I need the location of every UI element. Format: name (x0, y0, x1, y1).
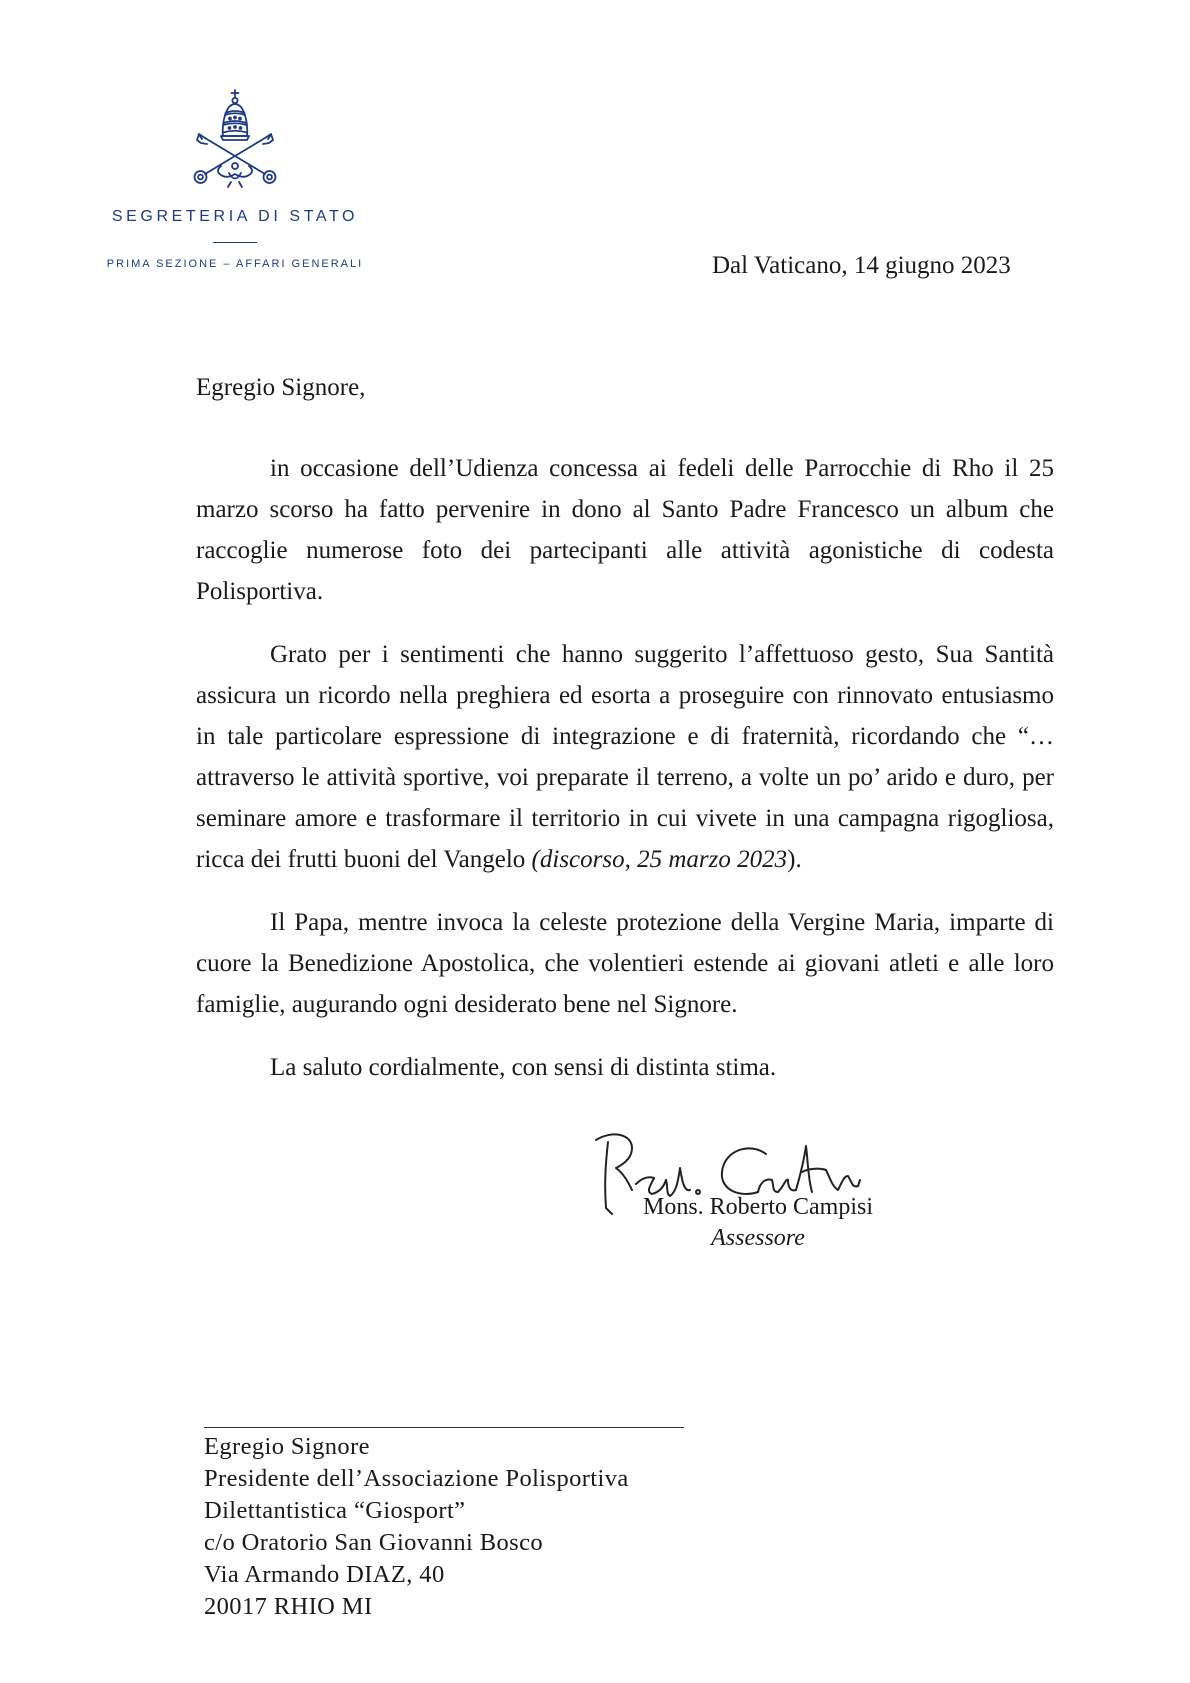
paragraph-2-end: ). (787, 846, 802, 873)
address-line: c/o Oratorio San Giovanni Bosco (204, 1529, 544, 1556)
letter-body (196, 448, 1054, 1110)
closing-line: La saluto cordialmente, con sensi di distinta stima. (270, 1054, 777, 1081)
address-line: Dilettantistica “Giosport” (204, 1497, 466, 1524)
recipient-address (204, 1431, 629, 1623)
office-name: SEGRETERIA DI STATO (111, 208, 359, 225)
signer-block (628, 1192, 888, 1254)
letterhead (60, 88, 410, 270)
paragraph-2-citation: (discorso, 25 marzo 2023 (531, 846, 788, 873)
address-line: 20017 RHIO MI (204, 1593, 373, 1620)
paragraph-1: in occasione dell’Udienza concessa ai fedeli delle Parrocchie di Rho il 25 marzo scorso ha fatto pervenire in dono al Santo Padre Francesco un album che raccoglie numerose foto dei partecipanti alle attività agonistiche di codesta Polisportiva. (196, 455, 1054, 605)
address-divider (204, 1427, 684, 1428)
paragraph-2 (196, 634, 1054, 880)
signer-name: Mons. Roberto Campisi (642, 1194, 873, 1220)
paragraph-2-text: Grato per i sentimenti che hanno suggerito l’affettuoso gesto, Sua Santità assicura un ricordo nella preghiera ed esorta a proseguire con rinnovato entusiasmo in tale particolare espressione di integrazione e di fraternità, ricordando che “…attraverso le attività sportive, voi preparate il terreno, a volte un po’ arido e duro, per seminare amore e trasformare il territorio in cui vivete in una campagna rigogliosa, ricca dei frutti buoni del Vangelo (196, 641, 1054, 873)
paragraph-3: Il Papa, mentre invoca la celeste protezione della Vergine Maria, imparte di cuore la Benedizione Apostolica, che volentieri estende ai giovani atleti e alle loro famiglie, augurando ogni desiderato bene nel Signore. (196, 909, 1054, 1018)
office-section: PRIMA SEZIONE – AFFARI GENERALI (106, 258, 364, 270)
papal-keys-tiara-icon (185, 88, 285, 188)
address-line: Via Armando DIAZ, 40 (204, 1561, 445, 1588)
salutation: Egregio Signore, (196, 374, 366, 401)
address-line: Egregio Signore (204, 1433, 370, 1460)
letterhead-divider (213, 242, 257, 243)
date-line: Dal Vaticano, 14 giugno 2023 (712, 252, 1011, 279)
signer-role: Assessore (711, 1225, 805, 1251)
address-line: Presidente dell’Associazione Polisportiva (204, 1465, 629, 1492)
